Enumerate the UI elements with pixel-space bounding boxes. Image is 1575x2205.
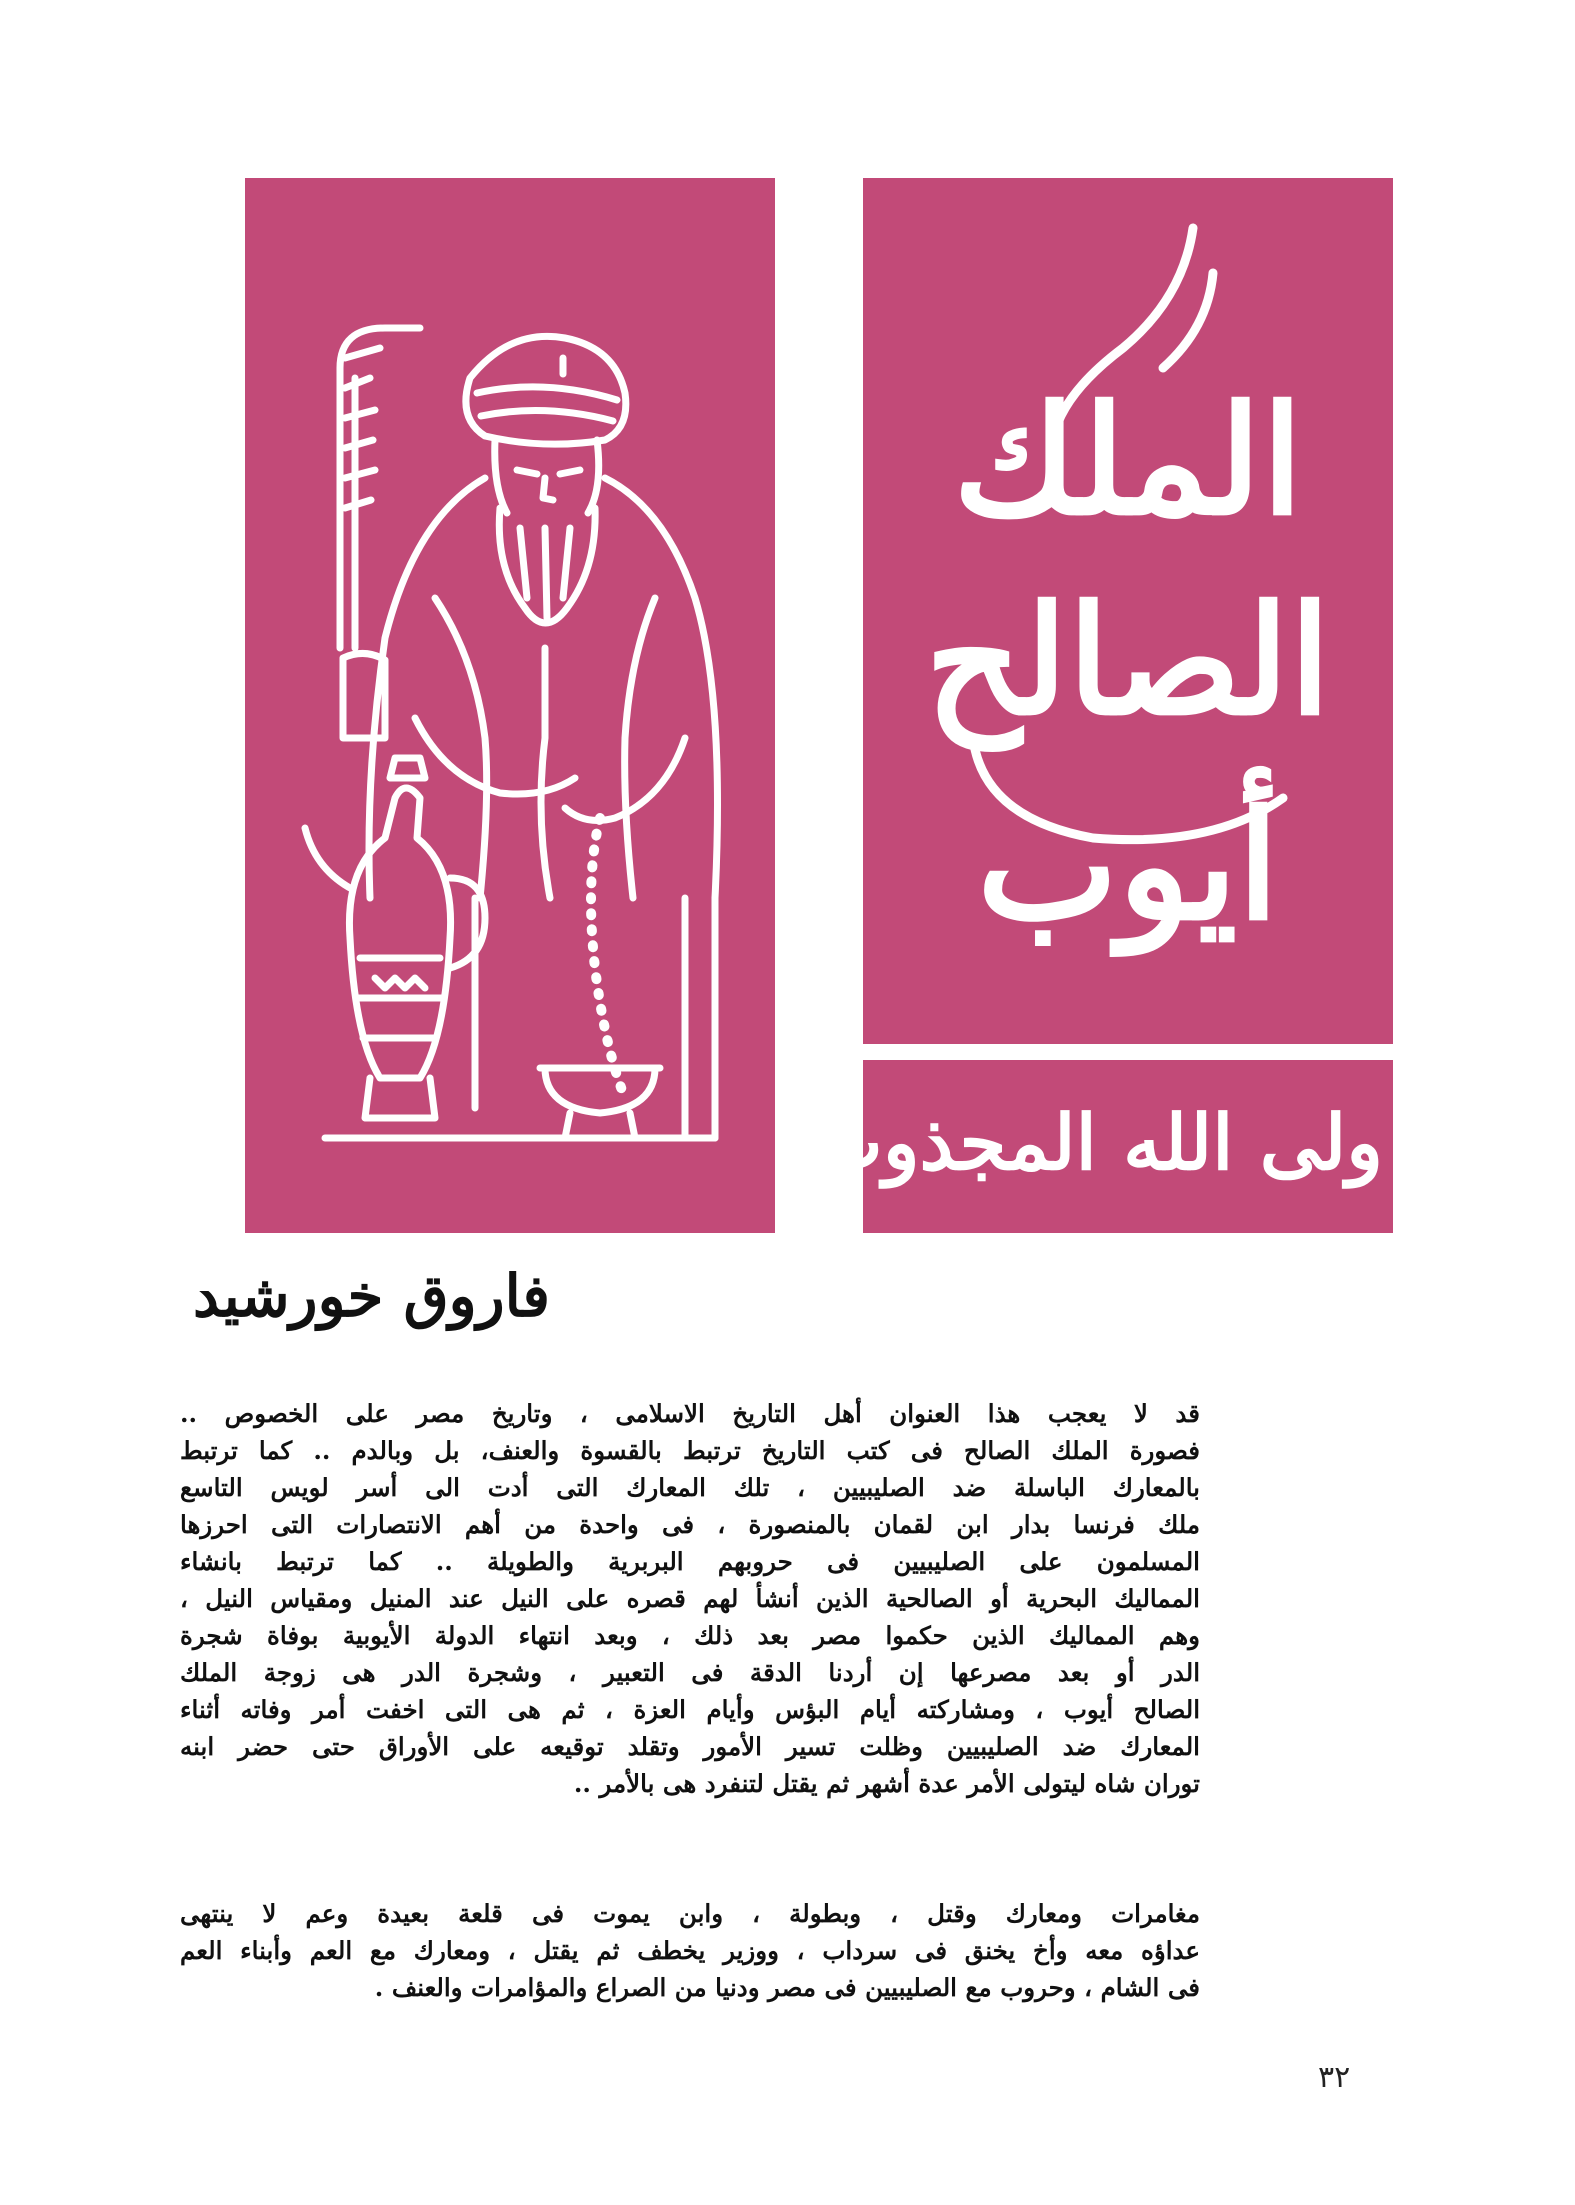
article-paragraph-2 [180,1895,1200,2006]
text-line: عداؤه معه وأخ يخنق فى سرداب ، ووزير يخطف ثم يقتل ، ومعارك مع العم وأبناء العم [180,1936,1200,1965]
text-line: توران شاه ليتولى الأمر عدة أشهر ثم يقتل لتنفرد هى بالأمر .. [573,1769,1200,1798]
text-line: الدر أو بعد مصرعها إن أردنا الدقة فى التعبير ، وشجرة الدر هى زوجة الملك [180,1658,1200,1687]
text-line: الصالح أيوب ، ومشاركته أيام البؤس وأيام العزة ، ثم هى التى اخفت أمر وفاته أثناء [180,1695,1200,1724]
title-line-2: الصالح [925,573,1331,749]
title-line-3: أيوب [976,778,1280,954]
title-panel [863,178,1393,1044]
text-line: قد لا يعجب هذا العنوان أهل التاريخ الاسلامى ، وتاريخ مصر على الخصوص .. [180,1399,1200,1428]
article-paragraph-1 [180,1395,1200,1802]
subtitle-text: ولى الله المجذوب [811,1098,1383,1187]
text-line: مغامرات ومعارك وقتل ، وبطولة ، وابن يموت فى قلعة بعيدة وعم لا ينتهى [180,1899,1200,1928]
seated-sultan-drawing-icon [245,178,775,1233]
text-line: المسلمون على الصليبيين فى حروبهم البربرية والطويلة .. كما ترتبط بانشاء [180,1547,1200,1576]
text-line: ملك فرنسا بدار ابن لقمان بالمنصورة ، فى واحدة من أهم الانتصارات التى احرزها [180,1510,1200,1539]
title-line-1: الملك [952,373,1304,549]
text-line: فصورة الملك الصالح فى كتب التاريخ ترتبط بالقسوة والعنف، بل وبالدم .. كما ترتبط [180,1436,1200,1465]
author-name: فاروق خورشيد [193,1262,550,1330]
text-line: بالمعارك الباسلة ضد الصليبيين ، تلك المعارك التى أدت الى أسر لويس التاسع [180,1473,1200,1502]
subtitle-panel [811,1060,1393,1233]
page-number: ٣٢ [1318,2060,1351,2095]
text-line: المماليك البحرية أو الصالحية الذين أنشأ لهم قصره على النيل عند المنيل ومقياس النيل ، [180,1584,1200,1613]
text-line: وهم المماليك الذين حكموا مصر بعد ذلك ، وبعد انتهاء الدولة الأيوبية بوفاة شجرة [180,1621,1200,1650]
text-line: فى الشام ، وحروب مع الصليبيين فى مصر ودنيا من الصراع والمؤامرات والعنف . [374,1973,1200,2002]
text-line: المعارك ضد الصليبيين وظلت تسير الأمور وتقلد توقيعه على الأوراق حتى حضر ابنه [180,1732,1200,1761]
illustration-panel [245,178,775,1233]
